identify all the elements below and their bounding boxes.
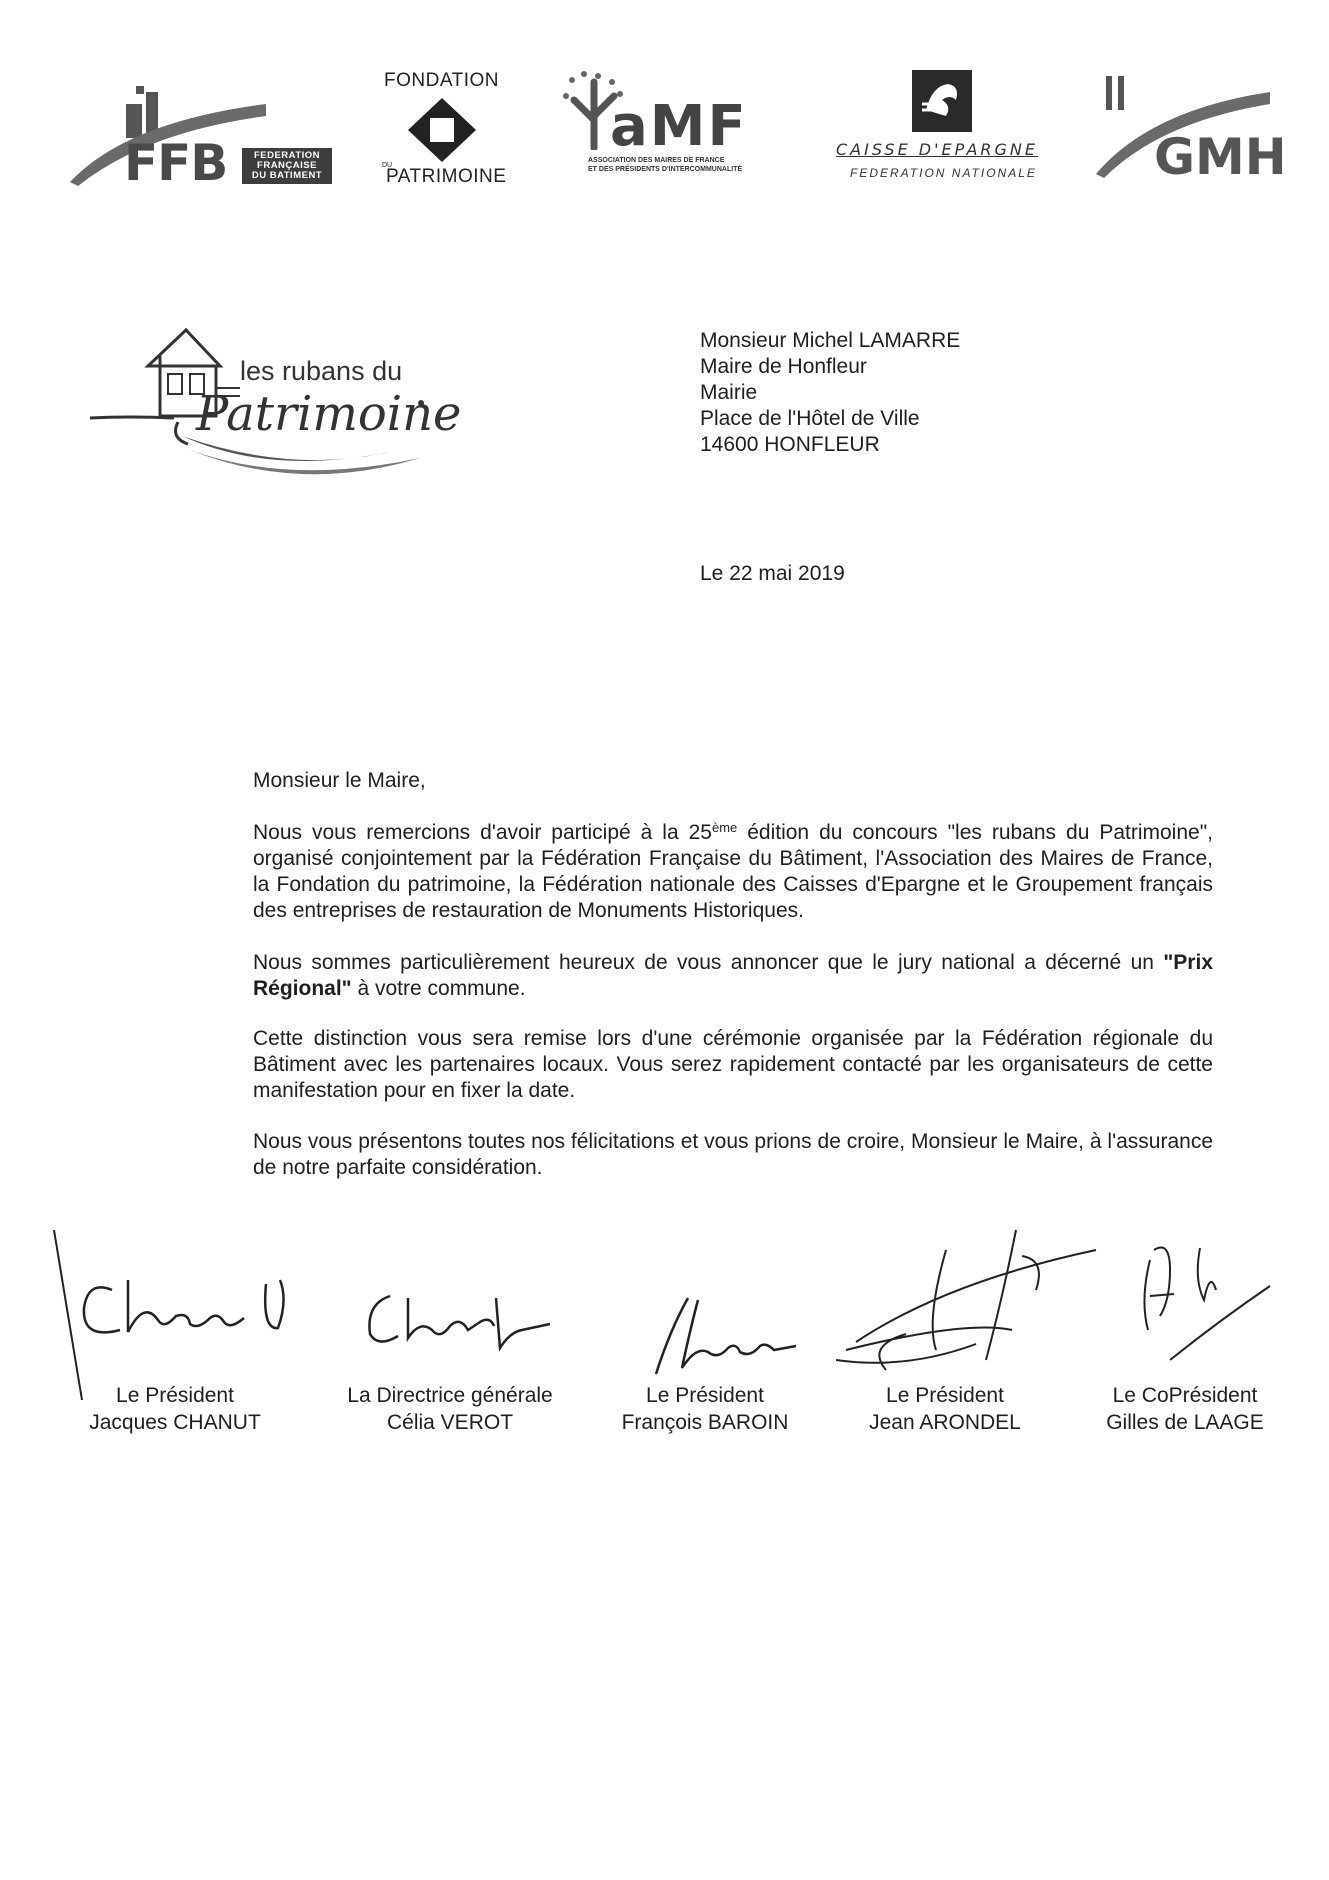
ffb-full-name [242,148,332,184]
gmh-logo [1090,70,1287,190]
signatory-name: Jean ARONDEL [869,1411,1021,1434]
signatory-title: Le Président [646,1384,764,1407]
signatory-arondel [840,1382,1050,1436]
paragraph-1-superscript: ème [711,820,738,835]
rubans-patrimoine-logo [90,326,510,476]
fondation-top-text: FONDATION [384,70,499,91]
caisse-epargne-emblem [912,70,972,132]
amf-acronym: aMF [610,94,748,159]
recipient-line: Place de l'Hôtel de Ville [700,407,920,430]
recipient-address [700,328,960,458]
ffb-line-1: FEDERATION [253,150,321,161]
caisse-epargne-name: CAISSE D'EPARGNE [836,140,1038,159]
paragraph-2-end: à votre commune. [351,977,526,1000]
signatory-name: François BAROIN [621,1411,789,1434]
recipient-line: Mairie [700,381,758,404]
signature-arondel [826,1220,1116,1380]
recipient-line: 14600 HONFLEUR [700,433,880,456]
paragraph-3: Cette distinction vous sera remise lors d'une cérémonie organisée par la Fédération régionale du Bâtiment avec les partenaires locaux. Vous serez rapidement contacté par les organisateurs de cette manifestation pour en fixer la date. [253,1027,1213,1102]
amf-logo [558,70,788,190]
paragraph-4: Nous vous présentons toutes nos félicitations et vous prions de croire, Monsieur le Maire, à l'assurance de notre parfaite considération. [253,1130,1213,1179]
recipient-line: Monsieur Michel LAMARRE [700,329,961,352]
squirrel-icon [912,70,972,132]
signatory-name: Célia VEROT [386,1411,514,1434]
signature-chanut [48,1220,308,1400]
paragraph-1-end: édition du concours "les rubans du Patrimoine", organisé conjointement par la Fédération Française du Bâtiment, l'Association des Maires de France, la Fondation du patrimoine, la Fédération nationale des Caisses d'Epargne et le Groupement français des entreprises de restauration de Monuments Historiques. [253,821,1213,922]
ffb-line-3: DU BATIMENT [251,170,323,181]
signatory-baroin [600,1382,810,1436]
signatory-title: Le CoPrésident [1112,1384,1258,1407]
signatory-title: La Directrice générale [347,1384,553,1407]
fondation-du-text: DU [382,162,393,169]
paragraph-2-start: Nous sommes particulièrement heureux de vous annoncer que le jury national a décerné un [253,951,1164,974]
salutation: Monsieur le Maire, [253,769,426,792]
fondation-bottom-text: PATRIMOINE [386,166,507,187]
recipient-line: Maire de Honfleur [700,355,867,378]
amf-sub-line-1: ASSOCIATION DES MAIRES DE FRANCE [588,157,725,164]
signatory-chanut [70,1382,280,1436]
signatory-title: Le Président [116,1384,234,1407]
amf-subtitle [588,156,788,174]
signatory-name: Jacques CHANUT [89,1411,261,1434]
paragraph-2 [253,950,1213,1002]
letter-date: Le 22 mai 2019 [700,562,845,585]
gmh-acronym: GMH [1154,128,1287,186]
signatory-verot [330,1382,570,1436]
paragraph-1-start: Nous vous remercions d'avoir participé à la 25 [253,821,712,844]
caisse-epargne-logo [836,70,1056,190]
signatory-name: Gilles de LAAGE [1106,1411,1264,1434]
fondation-patrimoine-logo [380,70,510,190]
signatory-title: Le Président [886,1384,1004,1407]
prize-name: "Prix Régional" [253,951,1213,1000]
signature-verot [360,1286,560,1366]
ffb-acronym: FFB [124,134,228,192]
signature-de-laage [1130,1240,1300,1380]
signature-baroin [640,1290,810,1380]
paragraph-1 [253,820,1213,924]
caisse-epargne-subtitle: FEDERATION NATIONALE [850,166,1037,180]
signatory-de-laage [1080,1382,1290,1436]
ffb-line-2: FRANÇAISE [257,160,317,171]
rubans-logo-line1: les rubans du [240,356,403,386]
amf-sub-line-2: ET DES PRÉSIDENTS D'INTERCOMMUNALITÉ [588,166,743,173]
rubans-logo-line2: Patrimoine [196,386,462,442]
ffb-logo [66,82,336,192]
fondation-diamond-graphic [380,94,510,164]
